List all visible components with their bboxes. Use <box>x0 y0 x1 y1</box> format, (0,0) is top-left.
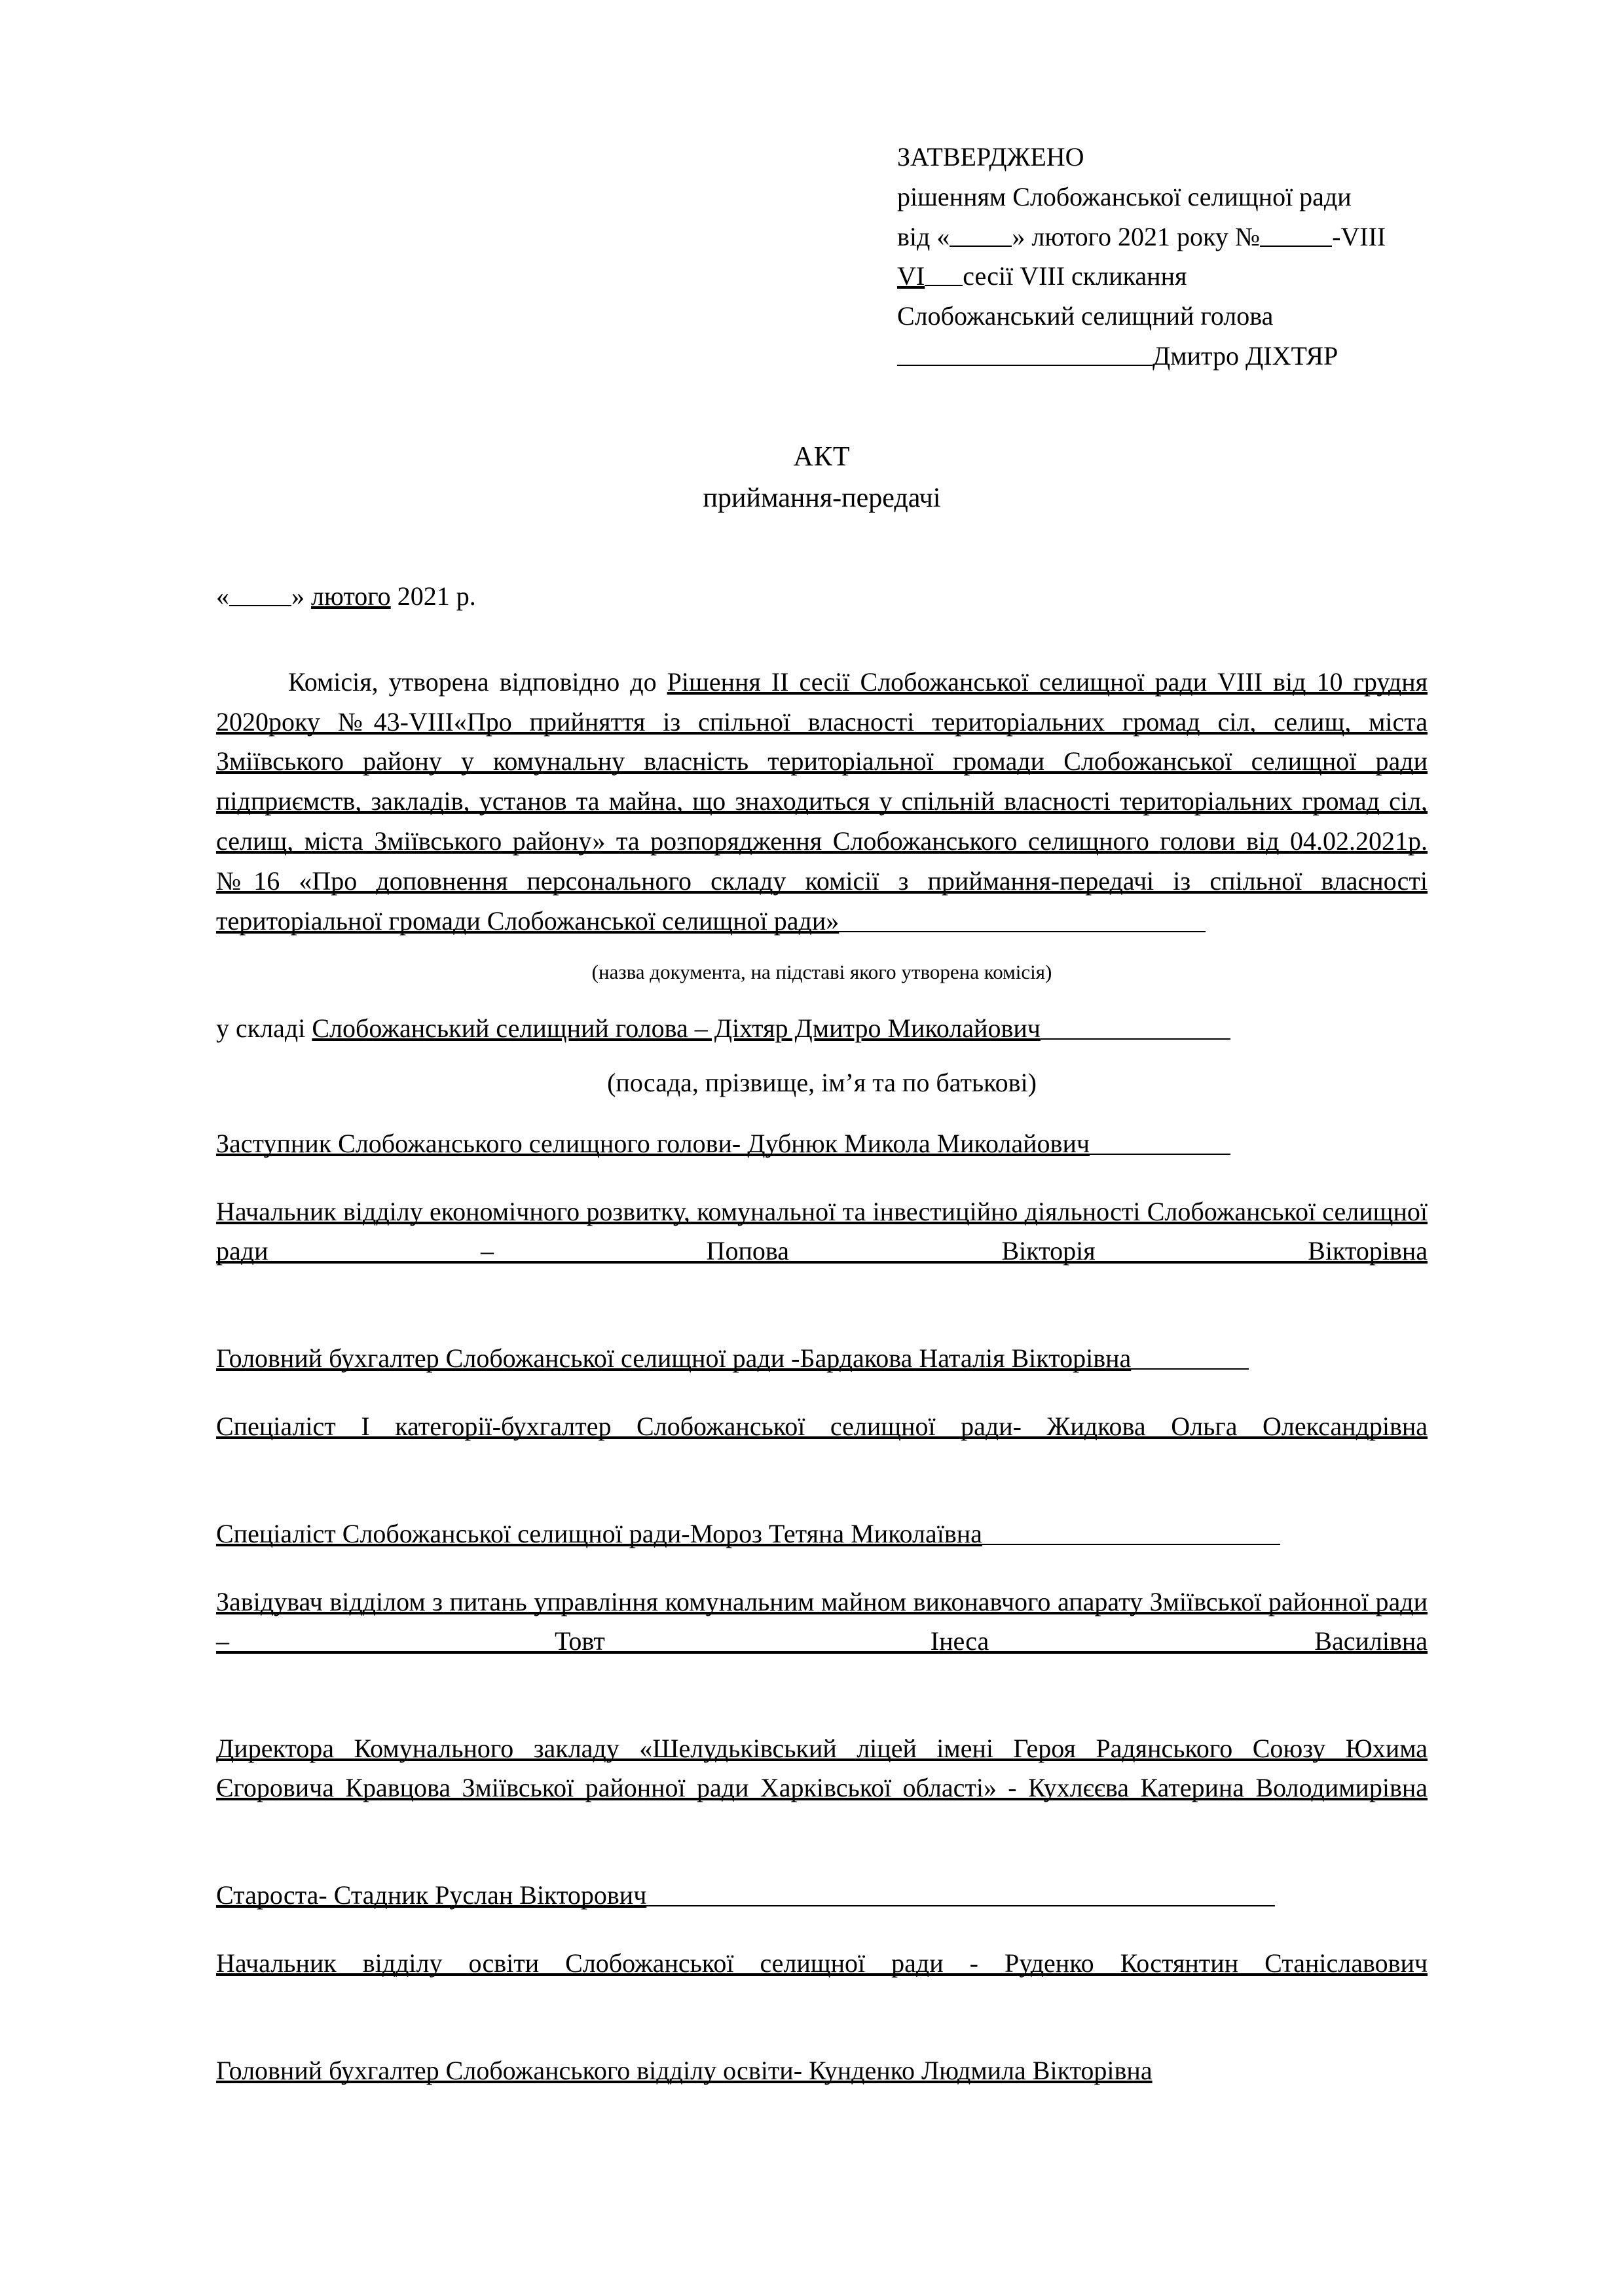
member-name: Спеціаліст Слобожанської селищної ради-Мороз Тетяна Миколаївна <box>216 1519 982 1549</box>
caption-position-name: (посада, прізвище, ім’я та по батькові) <box>607 1068 1037 1098</box>
approval-line-5: Слобожанський селищний голова <box>897 301 1274 331</box>
member-name: Староста- Стадник Руслан Вікторович <box>216 1880 647 1910</box>
document-title-block <box>216 437 1428 519</box>
member-name: Завідувач відділом з питань управління комунальним майном виконавчого апарату Зміївської районної ради – Товт Інеса Василівна <box>216 1587 1428 1656</box>
list-item <box>216 1582 1428 1700</box>
commission-members-list <box>216 1124 1428 2090</box>
approval-line-3 <box>897 217 1428 257</box>
number-blank <box>1260 246 1332 247</box>
approval-line-3-mid: » лютого 2021 року № <box>1012 221 1261 251</box>
list-item <box>216 1407 1428 1485</box>
date-month: лютого <box>311 581 391 611</box>
member-name: Начальник відділу освіти Слобожанської селищної ради - Руденко Костянтин Станіславович <box>216 1948 1428 1978</box>
page-title: АКТ <box>793 441 851 472</box>
approval-line-6 <box>897 337 1428 376</box>
list-item <box>216 1124 1428 1163</box>
head-name: Дмитро ДІХТЯР <box>1153 340 1338 371</box>
list-item <box>216 1729 1428 1847</box>
paragraph-underlined-text: Рішення II сесії Слобожанської селищної ради VIII від 10 грудня 2020року №43-VIII«Про прийняття із спільної власності територіальних громад сіл, селищ, міста Зміївського району у комунальну власність територіальної громади Слобожанської селищної ради підприємств, закладів, установ та майна, що знаходиться у спільній власності територіальних громад сіл, селищ, міста Зміївського району» та розпорядження Слобожанського селищного голови від 04.02.2021р. №16 «Про доповнення персонального складу комісії з приймання-передачі із спільної власності територіальної громади Слобожанської селищної ради» <box>216 666 1428 936</box>
date-quote-close: » <box>291 581 304 611</box>
caption-basis-document: (назва документа, на підставі якого утворена комісія) <box>591 960 1052 984</box>
composition-line <box>216 1013 1428 1044</box>
approval-line-3-suffix: -VIII <box>1332 221 1386 251</box>
member-rule <box>1090 1154 1230 1155</box>
document-body-paragraph <box>216 663 1428 941</box>
paragraph-intro: Комісія, утворена відповідно до <box>288 666 657 697</box>
member-name: Начальник відділу економічного розвитку, комунальної та інвестиційно діяльності Слобожанської селищної ради – Попова Вікторія Вікторівна <box>216 1197 1428 1266</box>
list-item <box>216 1192 1428 1310</box>
list-item <box>216 1876 1428 1915</box>
member-rule <box>646 1905 1275 1906</box>
session-text: сесії VIII скликання <box>963 261 1187 291</box>
paragraph-tail-rule <box>839 931 1206 932</box>
document-date-line <box>216 581 1428 611</box>
composition-value: Слобожанський селищний голова – Діхтяр Дмитро Миколайович <box>312 1013 1041 1044</box>
session-blank <box>925 285 963 286</box>
signature-blank <box>897 365 1153 366</box>
approval-line-2: рішенням Слобожанської селищної ради <box>897 181 1352 211</box>
list-item <box>216 2051 1428 2090</box>
page-subtitle: приймання-передачі <box>703 483 941 513</box>
member-name: Головний бухгалтер Слобожанської селищної ради -Бардакова Наталія Вікторівна <box>216 1343 1132 1374</box>
day-blank <box>950 246 1012 247</box>
member-rule <box>1131 1368 1249 1370</box>
approval-block <box>897 137 1428 376</box>
date-day-blank <box>229 605 291 606</box>
member-name: Заступник Слобожанського селищного голови- Дубнюк Микола Миколайович <box>216 1129 1090 1159</box>
approval-line-3-prefix: від « <box>897 221 950 251</box>
member-rule <box>982 1544 1280 1545</box>
composition-label: у складі <box>216 1013 306 1044</box>
approval-line-1: ЗАТВЕРДЖЕНО <box>897 142 1084 172</box>
approval-line-4 <box>897 257 1428 297</box>
composition-rule <box>1041 1038 1230 1040</box>
member-name: Директора Комунального закладу «Шелудьківський ліцей імені Героя Радянського Союзу Юхима Єгоровича Кравцова Зміївської районної ради Харківської області» - Кухлєєва Катерина Володимирівна <box>216 1734 1428 1803</box>
date-quote-open: « <box>216 581 229 611</box>
date-year: 2021 р. <box>397 581 476 611</box>
session-number: VI <box>897 261 925 291</box>
list-item <box>216 1514 1428 1554</box>
member-name: Головний бухгалтер Слобожанського відділу освіти- Кунденко Людмила Вікторівна <box>216 2056 1153 2086</box>
list-item <box>216 1944 1428 2022</box>
list-item <box>216 1339 1428 1378</box>
member-name: Спеціаліст І категорії-бухгалтер Слобожанської селищної ради- Жидкова Ольга Олександрівна <box>216 1412 1428 1442</box>
